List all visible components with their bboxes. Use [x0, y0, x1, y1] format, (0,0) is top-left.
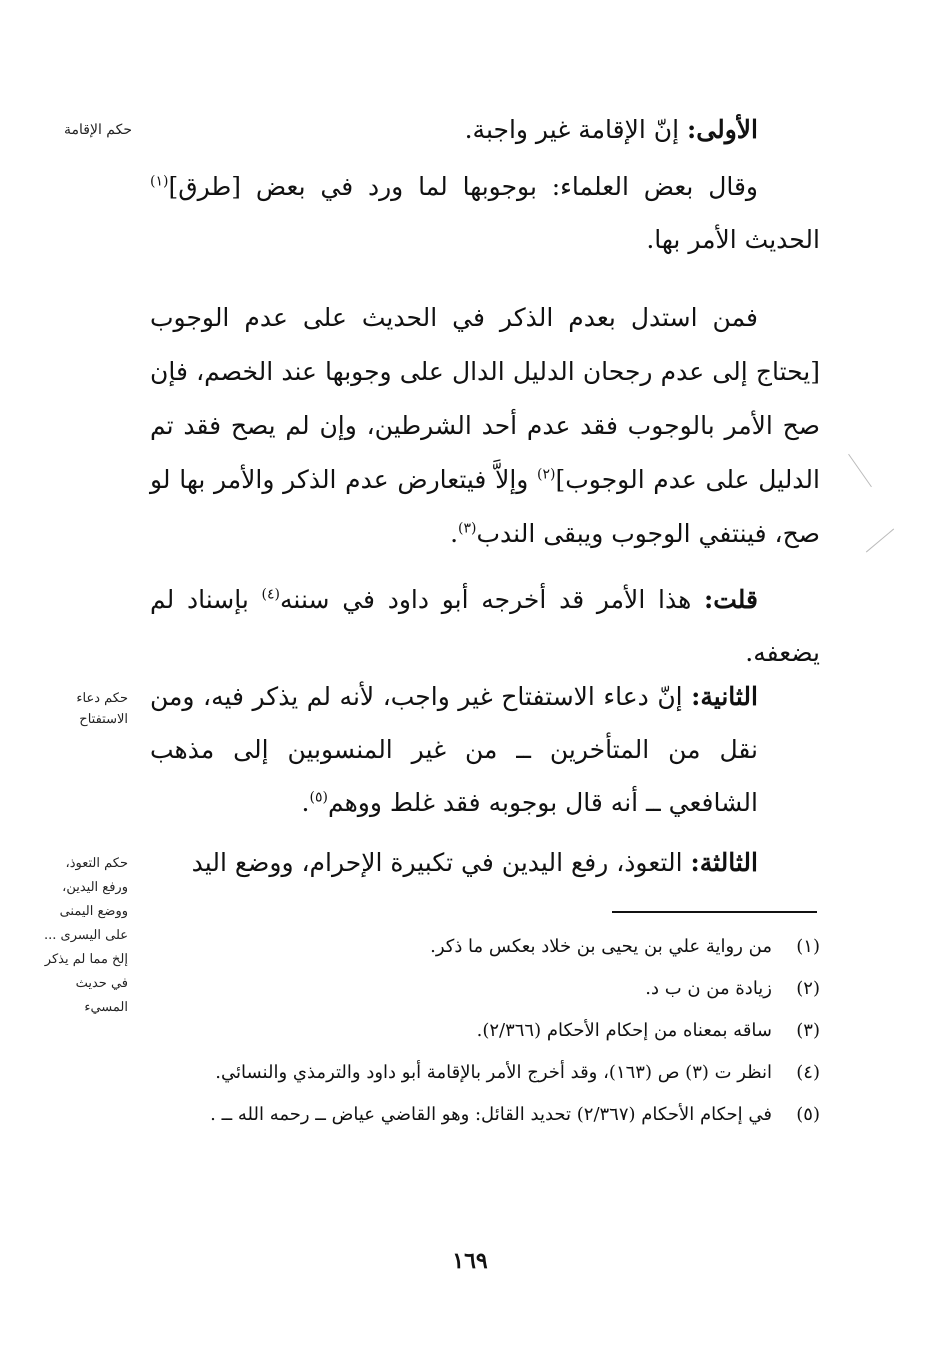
footnote-number: (٤): [796, 1062, 820, 1083]
label-thalitha: الثالثة:: [690, 848, 758, 877]
scan-artifact: [848, 454, 872, 487]
footnote-number: (٣): [796, 1020, 820, 1041]
text-qultu: هذا الأمر قد أخرجه أبو داود في سننه: [280, 585, 704, 614]
margin-note-iqama: حكم الإقامة: [64, 122, 132, 138]
paragraph-qultu: [150, 573, 820, 679]
paragraph-ula: [150, 103, 820, 156]
text-thaniya: إنّ دعاء الاستفتاح غير واجب، لأنه لم يذكر فيه، ومن نقل من المتأخرين ــ من غير المنسوبين إلى مذهب الشافعي ــ أنه قال بوجوبه فقد غلط ووهم: [150, 682, 758, 817]
text-thalitha: التعوذ، رفع اليدين في تكبيرة الإحرام، ووضع اليد: [191, 848, 691, 877]
text-faman-end: .: [450, 519, 459, 548]
margin-note-istiftah: حكم دعاء الاستفتاح: [76, 691, 128, 727]
footnote-text: من رواية علي بن يحيى بن خلاد بعكس ما ذكر.: [430, 936, 772, 957]
label-thaniya: الثانية:: [691, 682, 758, 711]
footnote-2: [150, 968, 820, 1010]
footnote-number: (٢): [796, 978, 820, 999]
text-qultu-tail: بإسناد لم يضعفه.: [150, 585, 820, 667]
footnote-5: [150, 1094, 820, 1136]
footnote-4: [150, 1052, 820, 1094]
footnote-3: [150, 1010, 820, 1052]
footnote-ref-1[interactable]: (١): [150, 173, 169, 190]
text-thaniya-end: .: [301, 788, 310, 817]
footnote-ref-4[interactable]: (٤): [261, 586, 281, 603]
scan-artifact: [866, 529, 894, 553]
main-text: [150, 103, 820, 679]
text-qala: وقال بعض العلماء: بوجوبها لما ورد في بعض [طرق]: [168, 172, 758, 201]
second-text: [150, 670, 820, 829]
text-faman-mid: وإلاَّ فيتعارض عدم الذكر والأمر بها لو صح، فينتفي الوجوب ويبقى الندب: [150, 465, 820, 548]
third-text: [150, 836, 820, 889]
label-ula: الأولى:: [687, 115, 758, 144]
footnote-text: انظر ت (٣) ص (١٦٣)، وقد أخرج الأمر بالإقامة أبو داود والترمذي والنسائي.: [215, 1062, 772, 1083]
footnote-separator: [612, 911, 817, 913]
paragraph-faman: [150, 291, 820, 561]
text-faman: فمن استدل بعدم الذكر في الحديث على عدم الوجوب [يحتاج إلى عدم رجحان الدليل الدال على وجوبها عند الخصم، فإن صح الأمر بالوجوب فقد عدم أحد الشرطين، وإن لم يصح فقد تم الدليل على عدم الوجوب]: [150, 303, 820, 494]
footnote-number: (١): [796, 936, 820, 957]
footnote-ref-5[interactable]: (٥): [309, 789, 328, 806]
footnote-text: ساقه بمعناه من إحكام الأحكام (٢/٣٦٦).: [476, 1020, 772, 1041]
footnote-1: [150, 926, 820, 968]
footnote-text: زيادة من ن ب د.: [645, 978, 772, 999]
footnote-number: (٥): [796, 1104, 820, 1125]
page-number: ١٦٩: [452, 1248, 488, 1274]
text-qala-tail: الحديث الأمر بها.: [646, 225, 820, 254]
paragraph-thaniya: [150, 670, 820, 829]
footnote-ref-3[interactable]: (٣): [458, 520, 477, 537]
text-ula: إنّ الإقامة غير واجبة.: [464, 115, 688, 144]
margin-note-taawwudh: حكم التعوذ، ورفع اليدين، ووضع اليمنى على اليسرى ... إلخ مما لم يذكر في حديث المسيء: [44, 856, 128, 1015]
paragraph-qala: [150, 160, 820, 266]
label-qultu: قلت:: [704, 585, 759, 614]
footnotes: [150, 926, 820, 1136]
footnote-ref-2[interactable]: (٢): [537, 466, 556, 483]
footnote-text: في إحكام الأحكام (٢/٣٦٧) تحديد القائل: وهو القاضي عياض ــ رحمه الله ــ .: [210, 1104, 772, 1125]
paragraph-thalitha: [150, 836, 820, 889]
